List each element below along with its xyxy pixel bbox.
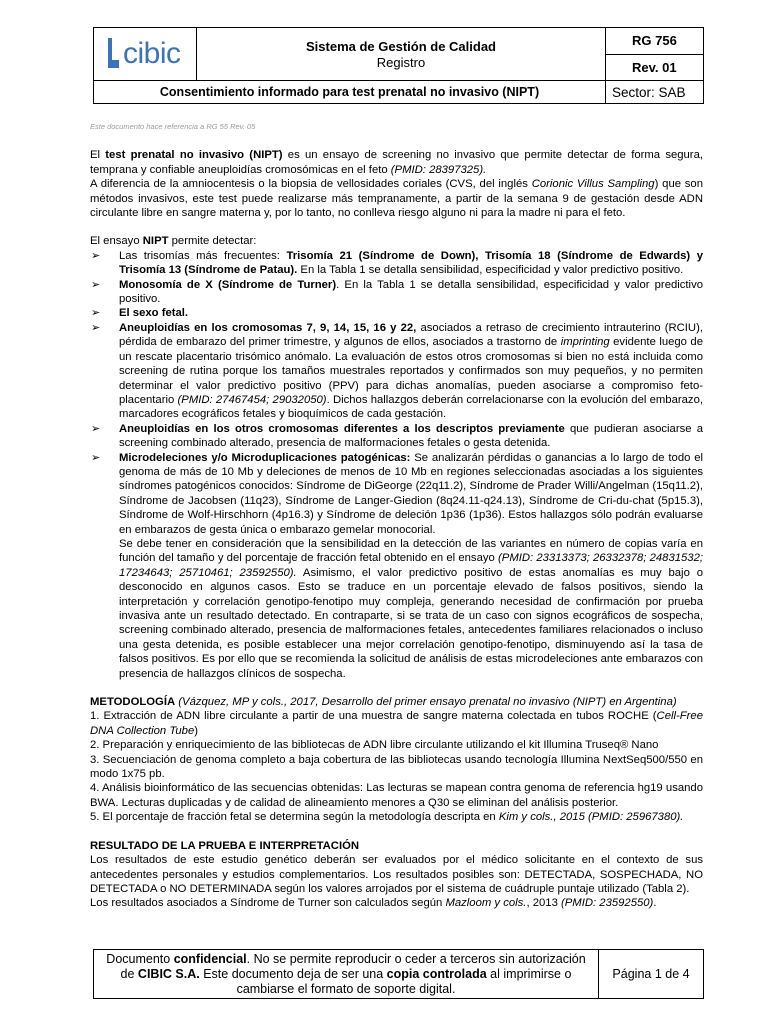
text: asociados a retraso de crecimiento intrauterino (RCIU), pérdida de embarazo del primer trimestre, y algunos de ellos, asociados a trastorno de — [119, 321, 703, 349]
logo-cell — [94, 28, 197, 81]
turner-results-paragraph — [90, 896, 703, 910]
text: El ensayo — [90, 235, 143, 248]
list-item — [90, 306, 703, 320]
document-code: RG 756 — [606, 28, 704, 55]
text: El — [90, 149, 106, 162]
cibic-logo-icon — [106, 36, 120, 72]
arrow-bullet-icon: ➢ — [91, 451, 101, 464]
text: . No se permite reproducir o ceder a terceros sin autorización — [246, 951, 586, 966]
text-bold: confidencial — [173, 951, 247, 966]
text: Este documento deja de ser una — [199, 966, 387, 981]
document-header — [93, 27, 704, 103]
method-step — [90, 810, 703, 824]
text: al imprimirse o — [486, 966, 572, 981]
text-italic: Cell-Free DNA Collection Tube — [90, 710, 703, 737]
arrow-bullet-icon: ➢ — [91, 422, 101, 435]
intro-paragraph-1 — [90, 148, 703, 177]
text: ) que son métodos invasivos, este test puede realizarse más tempranamente, a partir de la semana 9 de gestación desde ADN circulante libre en sangre materna y, por lo tanto, no conlleva riesgo alguno ni para la madre ni para el feto. — [90, 178, 704, 220]
document-footer — [93, 949, 704, 999]
microdeletion-note — [119, 537, 703, 681]
methodology-heading — [90, 695, 703, 709]
sector-label: Sector: SAB — [606, 81, 704, 104]
intro-paragraph-3 — [90, 234, 703, 248]
text: Las trisomías más frecuentes: — [119, 249, 287, 262]
spacer — [90, 220, 703, 234]
reference-note: Este documento hace referencia a RG 55 Rev. 05 — [90, 122, 256, 131]
text-bold: NIPT — [142, 235, 169, 248]
text-italic: imprinting — [560, 336, 610, 349]
text-italic: (PMID: 23592550) — [561, 897, 654, 910]
title-cell — [197, 28, 606, 81]
text: Se debe tener en consideración que la sensibilidad en la detección de las variantes en número de copias varía en función del tamaño y del porcentaje de fracción fetal obtenido en el ensayo — [119, 537, 703, 565]
list-item — [90, 321, 703, 422]
text-italic: Mazloom y cols. — [445, 897, 527, 910]
results-heading: RESULTADO DE LA PRUEBA E INTERPRETACIÓN — [90, 839, 360, 852]
text-bold: CIBIC S.A. — [137, 966, 200, 981]
text: es un ensayo de screening no invasivo que permite detectar de forma segura, temprana y confiable aneuploidías cromosómicas en el feto — [90, 149, 703, 176]
arrow-bullet-icon: ➢ — [91, 321, 101, 334]
method-step — [90, 709, 703, 738]
system-title: Sistema de Gestión de Calidad — [306, 38, 496, 54]
registry-subtitle: Registro — [376, 54, 426, 70]
arrow-bullet-icon: ➢ — [91, 307, 101, 320]
method-step: 4. Análisis bioinformático de las secuencias obtenidas: Las lecturas se mapean contra genoma de referencia hg19 usando BWA. Lecturas duplicadas y de calidad de alineamiento menores a Q30 se eliminan del análisis posterior. — [90, 782, 703, 809]
text: 1. Extracción de ADN libre circulante a partir de una muestra de sangre materna colectada en tubos ROCHE ( — [90, 710, 657, 723]
detection-list — [90, 249, 703, 681]
list-item — [90, 451, 703, 682]
confidentiality-notice — [94, 950, 599, 999]
text-italic: (PMID: 28397325). — [390, 163, 487, 176]
text: evidente luego de un rescate placentario trisómico anómalo. La evaluación de estos otros cromosomas si bien no está incluida como screening de rutina porque los tamaños muestrales reportados y confirmados son muy pequeños, y no permiten determinar el valor predictivo positivo (PPV) para dichas anomalías, pueden asociarse a compromiso feto-placentario — [119, 336, 703, 406]
logo-text: cibic — [123, 37, 181, 70]
spacer — [90, 825, 703, 839]
text: A diferencia de la amniocentesis o la biopsia de vellosidades coriales (CVS, del inglés — [90, 178, 532, 191]
text: Documento — [106, 951, 174, 966]
arrow-bullet-icon: ➢ — [91, 278, 101, 291]
list-item — [90, 422, 703, 451]
method-step: 2. Preparación y enriquecimiento de las bibliotecas de ADN libre circulante utilizando el kit Illumina Truseq® Nano — [90, 739, 659, 752]
text: permite detectar: — [168, 235, 257, 248]
text: ) — [194, 724, 198, 737]
intro-paragraph-2 — [90, 177, 703, 220]
text-italic: (PMID: 23313373; 26332378; 24831532; 17234643; 25710461; 23592550). — [119, 552, 703, 579]
text: Se analizarán pérdidas o ganancias a lo largo de todo el genoma de más de 10 Mb y deleciones de menos de 10 Mb en regiones seleccionadas asociadas a los siguientes síndromes patogénicos conocidos: Síndrome de DiGeorge (22q11.2), Síndrome de Prader Willi/Angelman (15q11.2), Síndrome de Jacobsen (11q23), Síndrome de Langer-Giedion (8q24.11-q24.13), Síndrome de Cri-du-chat (5p15.3), Síndrome de Wolf-Hirschhorn (4p16.3) y Síndrome de deleción 1p36 (1p36). Estos hallazgos sólo podrán evaluarse en embarazos de gesta única o embarazo gemelar monocorial. — [119, 451, 703, 536]
text: 5. El porcentaje de fracción fetal se determina según la metodología descripta en — [90, 811, 499, 824]
text-italic: Corionic Villus Sampling — [531, 178, 655, 191]
text: Los resultados asociados a Síndrome de Turner son calculados según — [90, 897, 446, 910]
text: , 2013 — [526, 897, 561, 910]
text-bold: copia controlada — [386, 966, 487, 981]
section-title: METODOLOGÍA — [90, 696, 176, 709]
document-body — [90, 120, 703, 911]
revision-number: Rev. 01 — [606, 54, 704, 81]
results-paragraph: Los resultados de este estudio genético deberán ser evaluados por el médico solicitante en el contexto de sus antecedentes personales y estudios complementarios. Los resultados posibles son: DETECTADA, SOSPECHADA, NO DETECTADA o NO DETERMINADA según los valores arrojados por el sistema de cuádruple puntaje utilizado (Tabla 2). — [90, 854, 703, 895]
text-italic: Kim y cols., 2015 (PMID: 25967380). — [498, 811, 684, 824]
text: de — [120, 966, 138, 981]
text: . Dichos hallazgos deberán correlacionarse con la evolución del embarazo, marcadores ecográficos fetales y bioquímicos de cada gestación. — [119, 393, 703, 421]
text-italic: (PMID: 27467454; 29032050) — [177, 393, 327, 406]
arrow-bullet-icon: ➢ — [91, 249, 101, 262]
document-title: Consentimiento informado para test prenatal no invasivo (NIPT) — [94, 81, 606, 104]
text-bold: Microdeleciones y/o Microduplicaciones patogénicas: — [119, 451, 411, 464]
text-bold: test prenatal no invasivo (NIPT) — [105, 149, 283, 162]
cibic-logo — [94, 28, 196, 80]
text: Asimismo, el valor predictivo positivo de estas anomalías es muy bajo o desconocido en algunos casos. Esto se traduce en un porcentaje elevado de falsos positivos, siendo la interpretación y correlación genotipo-fenotipo muy compleja, generando necesidad de confirmación por prueba invasiva ante un resultado detectado. En contraparte, si se trata de un caso con signos ecográficos de sospecha, screening combinado alterado, presencia de malformaciones fetales, antecedentes familiares relacionados o incluso una gesta detenida, es posible establecer una mejor correlación genotipo-fenotipo, disminuyendo así la tasa de falsos positivos. Es por ello que se recomienda la solicitud de análisis de estas microdeleciones ante embarazos con presencia de hallazgos clínicos de sospecha. — [119, 566, 703, 680]
text: En la Tabla 1 se detalla sensibilidad, especificidad y valor predictivo positivo. — [297, 264, 684, 277]
text-bold: El sexo fetal. — [119, 307, 189, 320]
text: que pudieran asociarse a screening combinado alterado, presencia de malformaciones fetales o gesta detenida. — [119, 422, 703, 450]
text: cambiarse el formato de soporte digital. — [236, 981, 456, 996]
text-bold: Aneuploidías en los cromosomas 7, 9, 14, 15, 16 y 22, — [119, 321, 417, 334]
page-number: Página 1 de 4 — [599, 950, 704, 999]
text: . — [653, 897, 657, 910]
methodology-citation: (Vázquez, MP y cols., 2017, Desarrollo del primer ensayo prenatal no invasivo (NIPT) en Argentina) — [175, 696, 677, 709]
list-item — [90, 249, 703, 278]
list-item — [90, 278, 703, 307]
text-bold: Aneuploidías en los otros cromosomas diferentes a los descriptos previamente — [119, 422, 565, 435]
text-bold: Trisomía 21 (Síndrome de Down), Trisomía 18 (Síndrome de Edwards) y Trisomía 13 (Síndrome de Patau). — [119, 249, 703, 277]
text: . En la Tabla 1 se detalla sensibilidad, especificidad y valor predictivo positivo. — [119, 278, 704, 306]
method-step: 3. Secuenciación de genoma completo a baja cobertura de las bibliotecas usando tecnología Illumina NextSeq500/550 en modo 1x75 pb. — [90, 753, 703, 781]
spacer — [90, 681, 703, 695]
text-bold: Monosomía de X (Síndrome de Turner) — [119, 278, 337, 291]
